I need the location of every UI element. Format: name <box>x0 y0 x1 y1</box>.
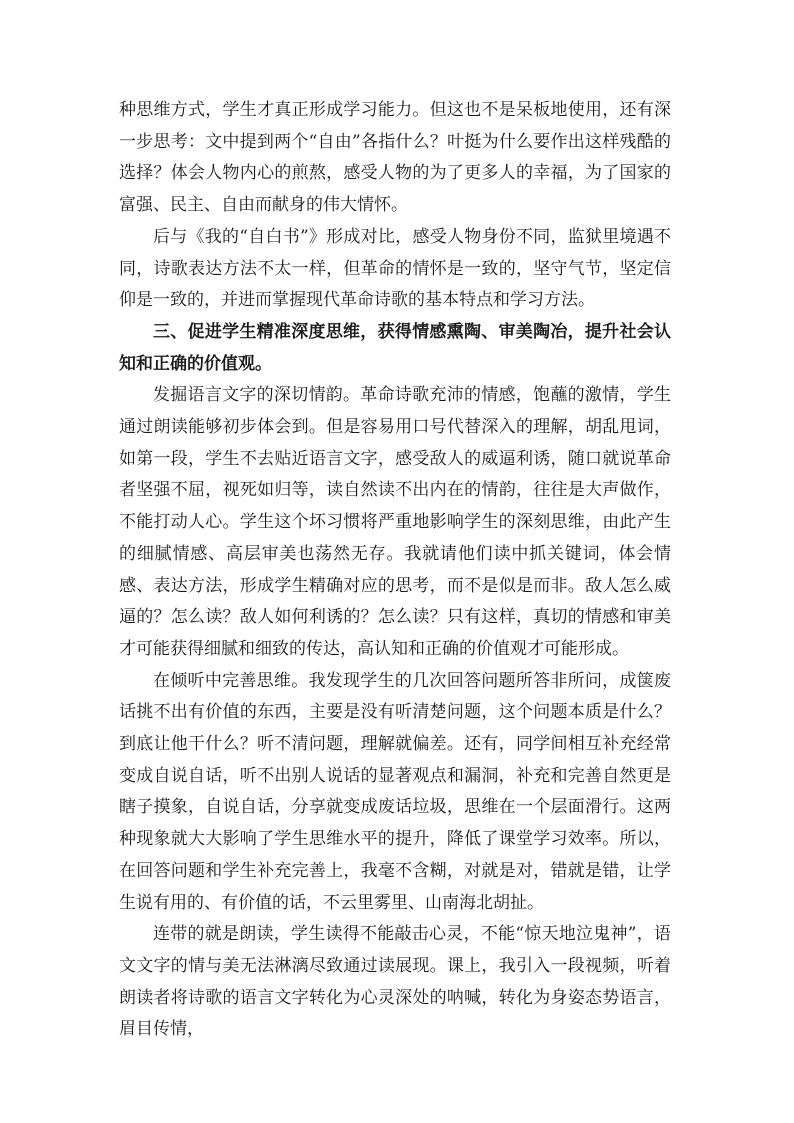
text-line: 自话，分享就变成废话垃圾，思维在一个层面滑行。这两种现象就大大影响了 <box>119 797 672 850</box>
text-line: 段，学生不去贴近语言文字，感受敌人的威逼利诱，随口就说革命者坚强不 <box>119 448 672 501</box>
text-line: 文字的情与美无法淋漓尽致通过读展现。课上，我引入一段视频，听着朗读者 <box>119 955 672 1008</box>
text-line: 话，听不出别人说话的显著观点和漏洞，补充和完善自然更是瞎子摸象，自说 <box>119 765 672 818</box>
heading-line: 三、促进学生精准深度思维，获得情感熏陶、审美陶冶，提升社会认知 <box>119 321 671 374</box>
text-line: 他干什么？听不清问题，理解就偏差。还有，同学间相互补充经常变成自说自 <box>119 734 672 786</box>
paragraph-language <box>119 380 671 665</box>
text-line: 生精确对应的思考，而不是似是而非。敌人怎么威逼的？怎么读？敌人如何利 <box>119 575 672 628</box>
text-line: 在倾听中完善思维。我发现学生的几次回答问题所答非所问，成箧废话 <box>119 670 671 723</box>
text-line: 的，并进而掌握现代革命诗歌的基本特点和学习方法。 <box>187 290 595 311</box>
text-line: 善上，我毫不含糊，对就是对，错就是错，让学生说有用的、有价值的话，不 <box>119 860 672 913</box>
text-line: 心。学生这个坏习惯将严重地影响学生的深刻思维，由此产生的细腻情感、高 <box>119 512 672 564</box>
text-line: 将诗歌的语言文字转化为心灵深处的呐喊，转化为身姿态势语言，眉目传情， <box>119 987 672 1040</box>
text-line: 连带的就是朗读，学生读得不能敲击心灵，不能“惊天地泣鬼神”，语文 <box>119 924 671 976</box>
heading-line: 和正确的价值观。 <box>136 353 272 374</box>
text-line: 挑不出有价值的东西，主要是没有听清楚问题，这个问题本质是什么？到底让 <box>119 702 672 755</box>
paragraph-reading <box>119 919 671 1046</box>
text-line: 屈，视死如归等，读自然读不出内在的情韵，往往是大声做作，不能打动人 <box>119 480 672 533</box>
text-line: 思考：文中提到两个“自由”各指什么？叶挺为什么要作出这样残酷的选择？ <box>119 131 671 184</box>
text-line: 层审美也荡然无存。我就请他们读中抓关键词，体会情感、表达方法，形成学 <box>119 543 672 596</box>
text-line: 体会人物内心的煎熬，感受人物的为了更多人的幸福，为了国家的富强、民 <box>119 163 672 216</box>
text-line: 发掘语言文字的深切情韵。革命诗歌充沛的情感，饱蘸的激情，学生通 <box>119 385 671 438</box>
document-body <box>119 95 671 1046</box>
text-line: 诗歌表达方法不太一样，但革命的情怀是一致的，坚守气节，坚定信仰是一致 <box>119 258 672 311</box>
paragraph-comparison <box>119 222 671 317</box>
section-heading <box>119 317 671 380</box>
text-line: 高认知和正确的价值观才可能形成。 <box>357 638 629 659</box>
text-line: 云里雾里、山南海北胡扯。 <box>340 892 544 913</box>
text-line: 主、自由而献身的伟大情怀。 <box>187 195 408 216</box>
text-line: 种思维方式，学生才真正形成学习能力。但这也不是呆板地使用，还有深一步 <box>119 100 671 152</box>
text-line: 诱的？怎么读？只有这样，真切的情感和审美才可能获得细腻和细致的传达， <box>119 607 672 659</box>
text-line: 学生思维水平的提升，降低了课堂学习效率。所以，在回答问题和学生补充完 <box>119 829 672 881</box>
text-line: 过朗读能够初步体会到。但是容易用口号代替深入的理解，胡乱甩词，如第一 <box>119 417 672 469</box>
text-line: 后与《我的“自白书”》形成对比，感受人物身份不同，监狱里境遇不同， <box>119 226 671 279</box>
paragraph-continuation <box>119 95 671 222</box>
paragraph-listening <box>119 666 671 920</box>
